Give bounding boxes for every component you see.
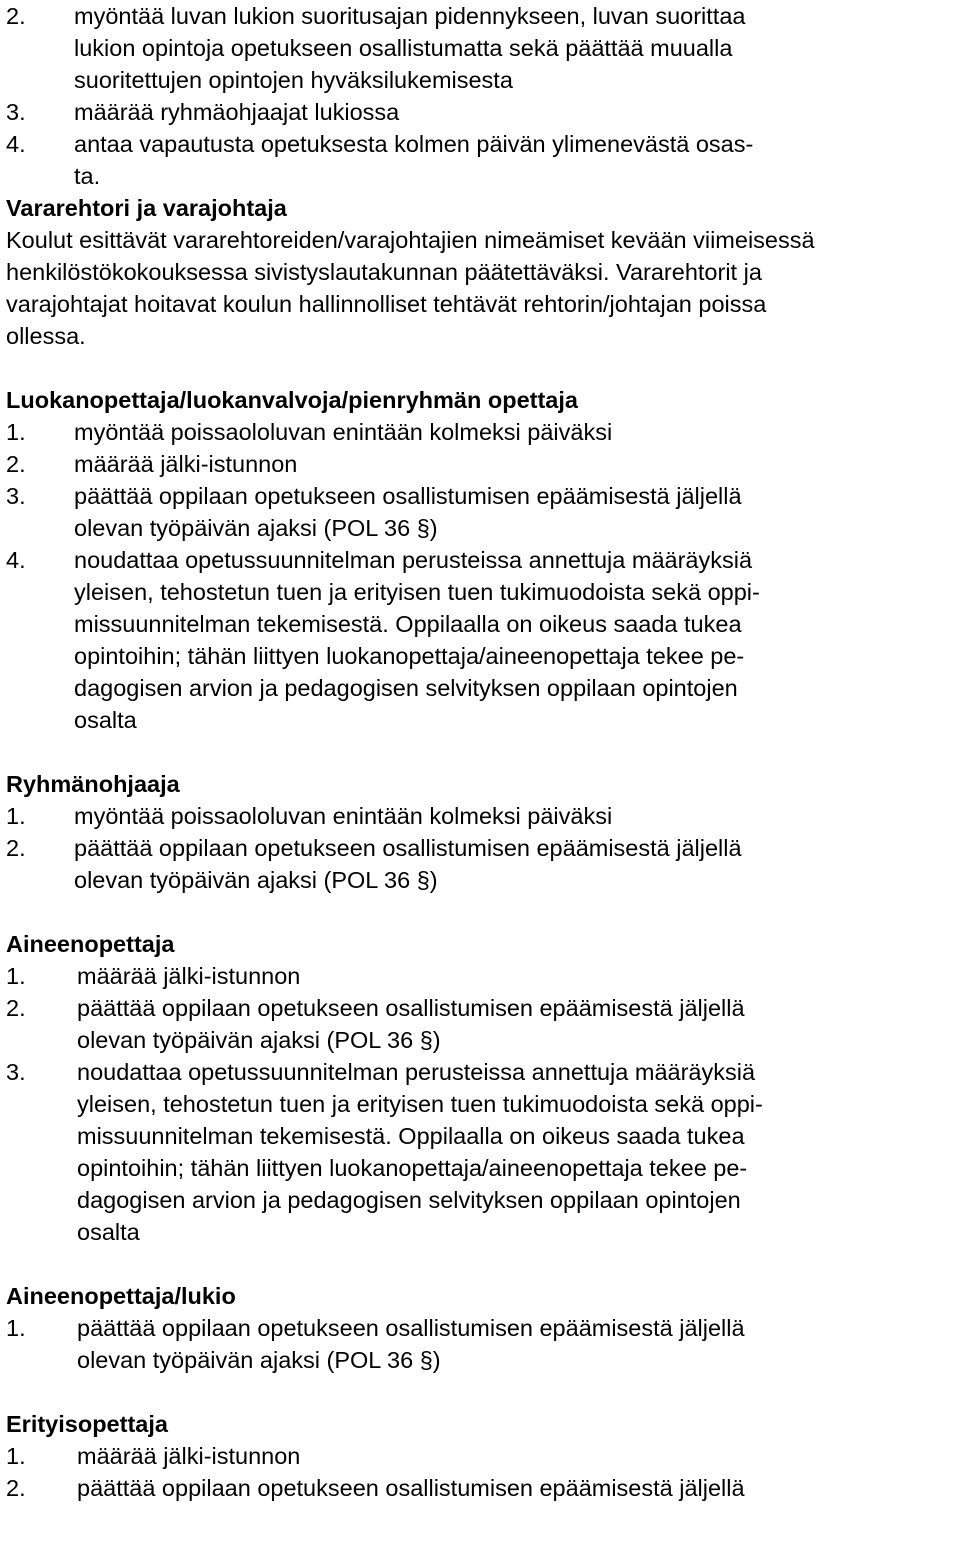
list-text-continuation: olevan työpäivän ajaksi (POL 36 §) [74, 867, 438, 893]
spacer [6, 1376, 960, 1408]
list-text-continuation: olevan työpäivän ajaksi (POL 36 §) [77, 1027, 441, 1053]
list-text: päättää oppilaan opetukseen osallistumisen epäämisestä jäljellä [74, 483, 742, 509]
list-text: myöntää poissaololuvan enintään kolmeksi päiväksi [74, 419, 613, 445]
section-ryhmanohjaaja [6, 768, 960, 896]
list-text-continuation: osalta [74, 707, 137, 733]
list-text: määrää jälki-istunnon [74, 451, 298, 477]
section-luokanopettaja [6, 384, 960, 736]
list-text-continuation: olevan työpäivän ajaksi (POL 36 §) [77, 1347, 441, 1373]
list-number: 2. [6, 451, 26, 477]
list-number: 2. [6, 3, 26, 29]
list-number: 3. [6, 99, 26, 125]
list-number: 1. [6, 1315, 26, 1341]
paragraph-line: henkilöstökokouksessa sivistyslautakunnan päätettäväksi. Vararehtorit ja [6, 259, 762, 285]
list-number: 2. [6, 835, 26, 861]
list-text-continuation: yleisen, tehostetun tuen ja erityisen tuen tukimuodoista sekä oppi- [77, 1091, 763, 1117]
list-text-continuation: opintoihin; tähän liittyen luokanopettaja/aineenopettaja tekee pe- [74, 643, 745, 669]
spacer [6, 1248, 960, 1280]
list-item [6, 832, 960, 864]
list-text-continuation: missuunnitelman tekemisestä. Oppilaalla on oikeus saada tukea [74, 611, 742, 637]
section-heading: Ryhmänohjaaja [6, 771, 180, 797]
list-text: antaa vapautusta opetuksesta kolmen päivän ylimenevästä osas- [74, 131, 754, 157]
list-number: 1. [6, 803, 26, 829]
paragraph-line: ollessa. [6, 323, 86, 349]
section-aineenopettaja-lukio [6, 1280, 960, 1376]
list-text-continuation: osalta [77, 1219, 140, 1245]
list-item [6, 1312, 960, 1344]
list-text: määrää jälki-istunnon [77, 963, 301, 989]
list-number: 2. [6, 1475, 26, 1501]
list-text-continuation: suoritettujen opintojen hyväksilukemisesta [74, 67, 513, 93]
section-vararehtori [6, 192, 960, 352]
list-text: määrää ryhmäohjaajat lukiossa [74, 99, 400, 125]
list-number: 4. [6, 131, 26, 157]
list-item [6, 448, 960, 480]
list-item [6, 1440, 960, 1472]
list-text: määrää jälki-istunnon [77, 1443, 301, 1469]
top-list [6, 0, 960, 192]
list-item [6, 480, 960, 512]
list-text-continuation: dagogisen arvion ja pedagogisen selvityksen oppilaan opintojen [77, 1187, 741, 1213]
list-number: 2. [6, 995, 26, 1021]
list-text: myöntää poissaololuvan enintään kolmeksi päiväksi [74, 803, 613, 829]
list-text: myöntää luvan lukion suoritusajan pidennykseen, luvan suorittaa [74, 3, 746, 29]
list-item [6, 992, 960, 1024]
spacer [6, 736, 960, 768]
list-text: päättää oppilaan opetukseen osallistumisen epäämisestä jäljellä [77, 1315, 745, 1341]
list-text-continuation: lukion opintoja opetukseen osallistumatta sekä päättää muualla [74, 35, 733, 61]
section-heading: Luokanopettaja/luokanvalvoja/pienryhmän opettaja [6, 387, 578, 413]
list-item [6, 96, 960, 128]
paragraph-line: varajohtajat hoitavat koulun hallinnolliset tehtävät rehtorin/johtajan poissa [6, 291, 767, 317]
list-text-continuation: dagogisen arvion ja pedagogisen selvityksen oppilaan opintojen [74, 675, 738, 701]
section-heading: Aineenopettaja/lukio [6, 1283, 236, 1309]
list-text: päättää oppilaan opetukseen osallistumisen epäämisestä jäljellä [77, 995, 745, 1021]
spacer [6, 352, 960, 384]
list-text: päättää oppilaan opetukseen osallistumisen epäämisestä jäljellä [77, 1475, 745, 1501]
section-heading: Vararehtori ja varajohtaja [6, 195, 287, 221]
list-number: 1. [6, 1443, 26, 1469]
section-erityisopettaja [6, 1408, 960, 1504]
list-number: 3. [6, 1059, 26, 1085]
list-number: 1. [6, 419, 26, 445]
list-number: 1. [6, 963, 26, 989]
document-page [6, 0, 960, 1504]
list-number: 3. [6, 483, 26, 509]
section-heading: Aineenopettaja [6, 931, 175, 957]
list-text: noudattaa opetussuunnitelman perusteissa annettuja määräyksiä [77, 1059, 756, 1085]
list-item [6, 1056, 960, 1088]
list-item [6, 128, 960, 160]
list-text-continuation: missuunnitelman tekemisestä. Oppilaalla on oikeus saada tukea [77, 1123, 745, 1149]
spacer [6, 896, 960, 928]
section-heading: Erityisopettaja [6, 1411, 168, 1437]
list-text-continuation: opintoihin; tähän liittyen luokanopettaja/aineenopettaja tekee pe- [77, 1155, 748, 1181]
list-text-continuation: yleisen, tehostetun tuen ja erityisen tuen tukimuodoista sekä oppi- [74, 579, 760, 605]
list-item [6, 960, 960, 992]
list-item [6, 416, 960, 448]
list-item [6, 544, 960, 576]
list-item [6, 800, 960, 832]
paragraph-line: Koulut esittävät vararehtoreiden/varajohtajien nimeämiset kevään viimeisessä [6, 227, 815, 253]
list-item [6, 1472, 960, 1504]
list-text-continuation: olevan työpäivän ajaksi (POL 36 §) [74, 515, 438, 541]
section-aineenopettaja [6, 928, 960, 1248]
list-text: päättää oppilaan opetukseen osallistumisen epäämisestä jäljellä [74, 835, 742, 861]
list-number: 4. [6, 547, 26, 573]
list-text-continuation: ta. [74, 163, 101, 189]
list-text: noudattaa opetussuunnitelman perusteissa annettuja määräyksiä [74, 547, 753, 573]
list-item [6, 0, 960, 32]
